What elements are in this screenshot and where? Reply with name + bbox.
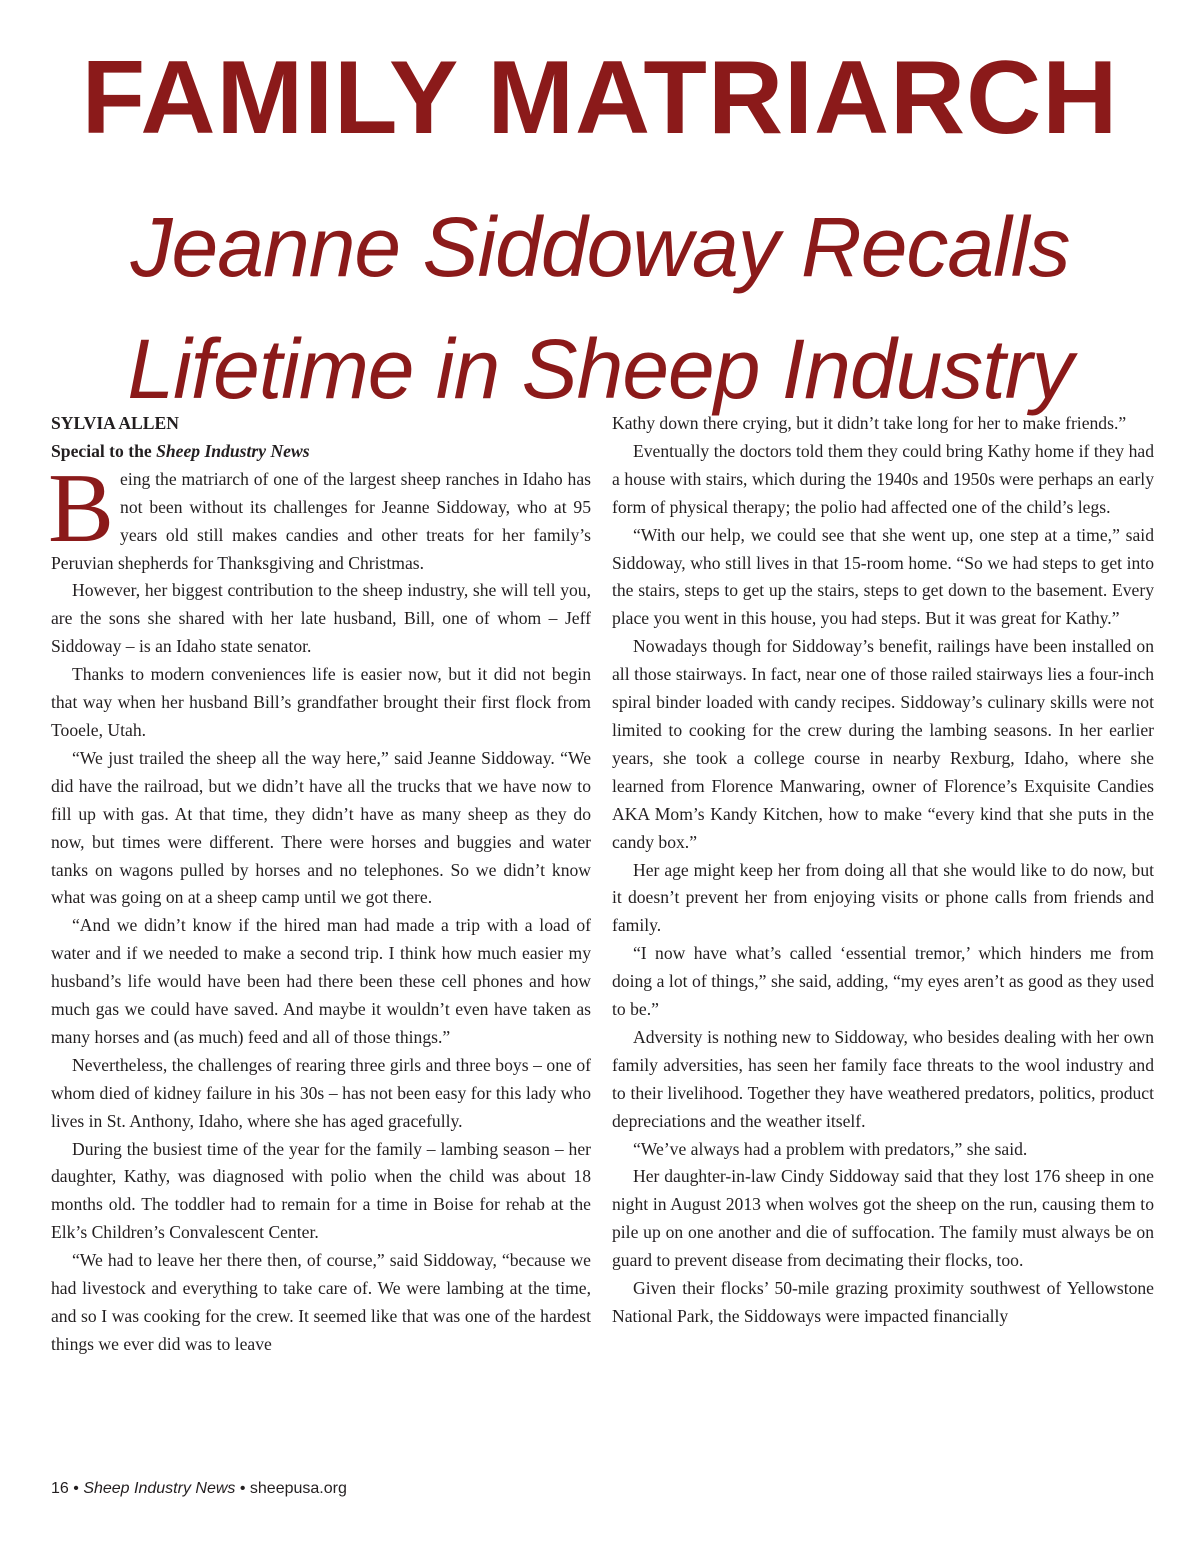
article-paragraph: Nevertheless, the challenges of rearing three girls and three boys – one of whom died of kidney failure in his 30s – has not been easy for this lady who lives in St. Anthony, Idaho, where she has aged gracefully. xyxy=(51,1054,591,1131)
article-paragraph xyxy=(48,453,591,578)
page-number: 16 xyxy=(51,1480,69,1497)
article-right-column xyxy=(612,410,1154,1331)
page-footer xyxy=(51,1480,347,1498)
article-paragraph: During the busiest time of the year for the family – lambing season – her daughter, Kathy, was diagnosed with polio when the child was about 18 months old. The toddler had to remain for a time in Boise for rehab at the Elk’s Children’s Convalescent Center. xyxy=(51,1138,591,1243)
article-paragraph: Thanks to modern conveniences life is easier now, but it did not begin that way when her husband Bill’s grandfather brought their first flock from Tooele, Utah. xyxy=(51,664,591,740)
footer-separator: • xyxy=(239,1480,246,1497)
article-paragraph: Her age might keep her from doing all that she would like to do now, but it doesn’t prevent her from enjoying visits or phone calls from friends and family. xyxy=(612,859,1154,936)
footer-website: sheepusa.org xyxy=(249,1480,347,1497)
subheadline-line-2: Lifetime in Sheep Industry xyxy=(127,322,1073,416)
article-paragraph: “And we didn’t know if the hired man had made a trip with a load of water and if we needed to make a second trip. I think how much easier my husband’s life would have been had there been these cell phones and how much gas we could have saved. And maybe it wouldn’t even have taken as many horses and (as much) feed and all of those things.” xyxy=(51,915,591,1047)
article-paragraph: Nowadays though for Siddoway’s benefit, railings have been installed on all those stairways. In fact, near one of those railed stairways lies a four-inch spiral binder loaded with candy recipes. Siddoway’s culinary skills were not limited to cooking for the crew during the lambing seasons. In her earlier years, she took a college course in nearby Rexburg, Idaho, where she learned from Florence Manwaring, owner of Florence’s Exquisite Candies AKA Mom’s Kandy Kitchen, how to make “every kind that she puts in the candy box.” xyxy=(612,636,1154,852)
paragraph-text: eing the matriarch of one of the largest sheep ranches in Idaho has not been without its challenges for Jeanne Siddoway, who at 95 years old still makes candies and other treats for her family’s Peruvian shepherds for Thanksgiving and Christmas. xyxy=(51,468,591,573)
article-paragraph: Given their flocks’ 50-mile grazing proximity southwest of Yellowstone National Park, the Siddoways were impacted financially xyxy=(612,1278,1154,1326)
footer-publication: Sheep Industry News xyxy=(83,1480,236,1497)
article-paragraph: “With our help, we could see that she went up, one step at a time,” said Siddoway, who still lives in that 15-room home. “So we had steps to get into the stairs, steps to get up the stairs, steps to get down to the basement. Every place you went in this house, you had steps. But it was great for Kathy.” xyxy=(612,524,1154,629)
article-left-column xyxy=(48,410,591,1359)
article-paragraph: “We had to leave her there then, of course,” said Siddoway, “because we had livestock and everything to take care of. We were lambing at the time, and so I was cooking for the crew. It seemed like that was one of the hardest things we ever did was to leave xyxy=(51,1250,591,1354)
article-paragraph: “We’ve always had a problem with predators,” she said. xyxy=(633,1138,1028,1159)
drop-cap: B xyxy=(48,453,115,563)
byline-publication: Sheep Industry News xyxy=(156,440,310,461)
byline-credit xyxy=(51,438,591,466)
article-paragraph: “We just trailed the sheep all the way here,” said Jeanne Siddoway. “We did have the railroad, but we didn’t have all the trucks that we have now to fill up with gas. At that time, they didn’t have as many sheep as they do now, but times were different. There were horses and buggies and water tanks on wagons pulled by horses and no telephones. So we didn’t know what was going on at a sheep camp until we got there. xyxy=(51,747,591,908)
subheadline xyxy=(0,186,1200,430)
article-paragraph-continued: Kathy down there crying, but it didn’t take long for her to make friends.” xyxy=(612,413,1127,433)
subheadline-line-1: Jeanne Siddoway Recalls xyxy=(130,200,1070,294)
article-paragraph: “I now have what’s called ‘essential tremor,’ which hinders me from doing a lot of things,” she said, adding, “my eyes aren’t as good as they used to be.” xyxy=(612,943,1154,1020)
byline-credit-prefix: Special to the xyxy=(51,440,157,461)
footer-separator: • xyxy=(73,1480,79,1497)
article-paragraph: Her daughter-in-law Cindy Siddoway said that they lost 176 sheep in one night in August 2013 when wolves got the sheep on the run, causing them to pile up on one another and die of suffocation. The family must always be on guard to prevent disease from decimating their flocks, too. xyxy=(612,1166,1154,1271)
article-paragraph: Eventually the doctors told them they could bring Kathy home if they had a house with stairs, which during the 1940s and 1950s were perhaps an early form of physical therapy; the polio had affected one of the child’s legs. xyxy=(612,440,1154,517)
headline: FAMILY MATRIARCH xyxy=(81,40,1119,156)
article-paragraph: Adversity is nothing new to Siddoway, who besides dealing with her own family adversities, has seen her family face threats to the wool industry and to their livelihood. Together they have weathered predators, politics, product depreciations and the weather itself. xyxy=(612,1026,1154,1131)
byline-author: SYLVIA ALLEN xyxy=(51,413,179,433)
article-paragraph: However, her biggest contribution to the sheep industry, she will tell you, are the sons she shared with her late husband, Bill, one of whom – Jeff Siddoway – is an Idaho state senator. xyxy=(51,580,591,657)
